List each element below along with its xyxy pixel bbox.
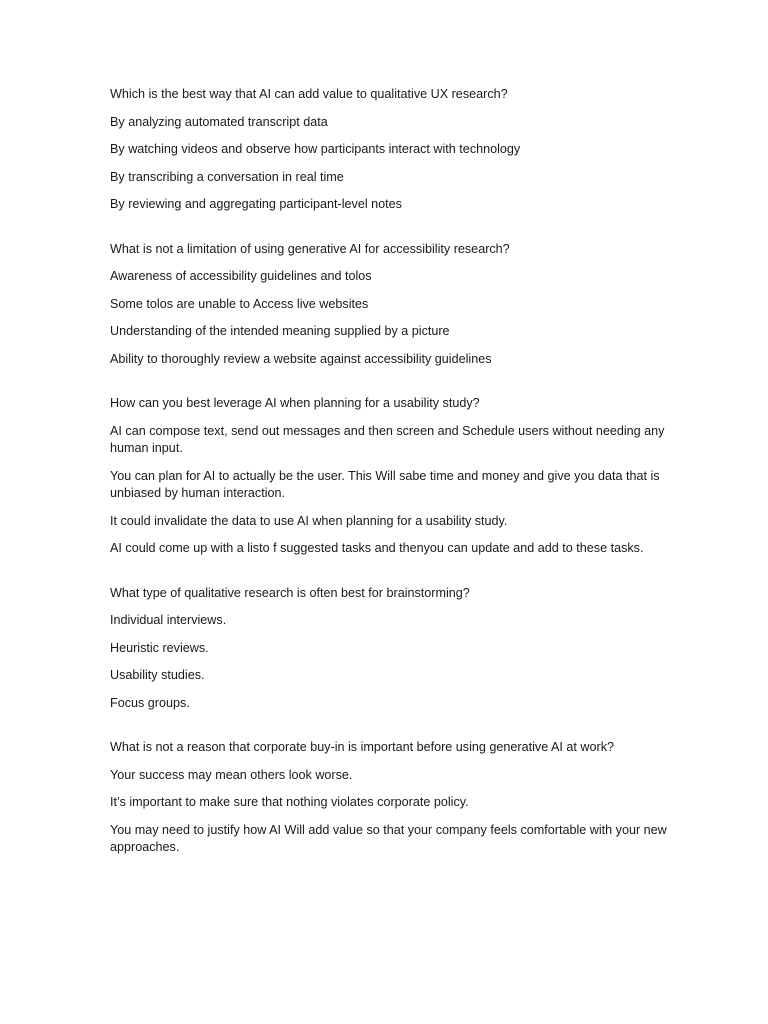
answer-option: You may need to justify how AI Will add value so that your company feels comfortable with your new approaches.: [110, 822, 667, 854]
question-text: What is not a reason that corporate buy-in is important before using generative AI at work?: [110, 740, 615, 754]
answer-option: By reviewing and aggregating participant-level notes: [110, 197, 402, 211]
question-block-3: [110, 395, 670, 558]
answer-option: Awareness of accessibility guidelines and tolos: [110, 269, 372, 283]
answer-option: By transcribing a conversation in real time: [110, 169, 344, 184]
question-block-5: [110, 739, 670, 857]
question-block-1: [110, 86, 670, 214]
question-block-4: [110, 585, 670, 713]
answer-option: Your success may mean others look worse.: [110, 767, 353, 782]
answer-option: Focus groups.: [110, 695, 190, 710]
answer-option: AI could come up with a listo f suggested tasks and thenyou can update and add to these tasks.: [110, 541, 644, 555]
question-text: How can you best leverage AI when planning for a usability study?: [110, 396, 480, 410]
question-text: Which is the best way that AI can add value to qualitative UX research?: [110, 87, 508, 101]
answer-option: You can plan for AI to actually be the user. This Will sabe time and money and give you data that is unbiased by human interaction.: [110, 468, 660, 500]
answer-option: By watching videos and observe how participants interact with technology: [110, 142, 521, 156]
answer-option: Heuristic reviews.: [110, 640, 209, 655]
question-text: What type of qualitative research is often best for brainstorming?: [110, 585, 470, 600]
answer-option: Some tolos are unable to Access live websites: [110, 296, 369, 311]
answer-option: Understanding of the intended meaning supplied by a picture: [110, 324, 450, 338]
answer-option: By analyzing automated transcript data: [110, 114, 328, 129]
answer-option: Ability to thoroughly review a website against accessibility guidelines: [110, 351, 492, 366]
answer-option: AI can compose text, send out messages and then screen and Schedule users without needing any human input.: [110, 423, 665, 455]
document-body: [110, 86, 670, 884]
answer-option: Usability studies.: [110, 668, 205, 682]
answer-option: It could invalidate the data to use AI when planning for a usability study.: [110, 513, 508, 528]
question-text: What is not a limitation of using generative AI for accessibility research?: [110, 241, 510, 256]
answer-option: It’s important to make sure that nothing violates corporate policy.: [110, 795, 469, 809]
answer-option: Individual interviews.: [110, 613, 227, 627]
question-block-2: [110, 241, 670, 369]
